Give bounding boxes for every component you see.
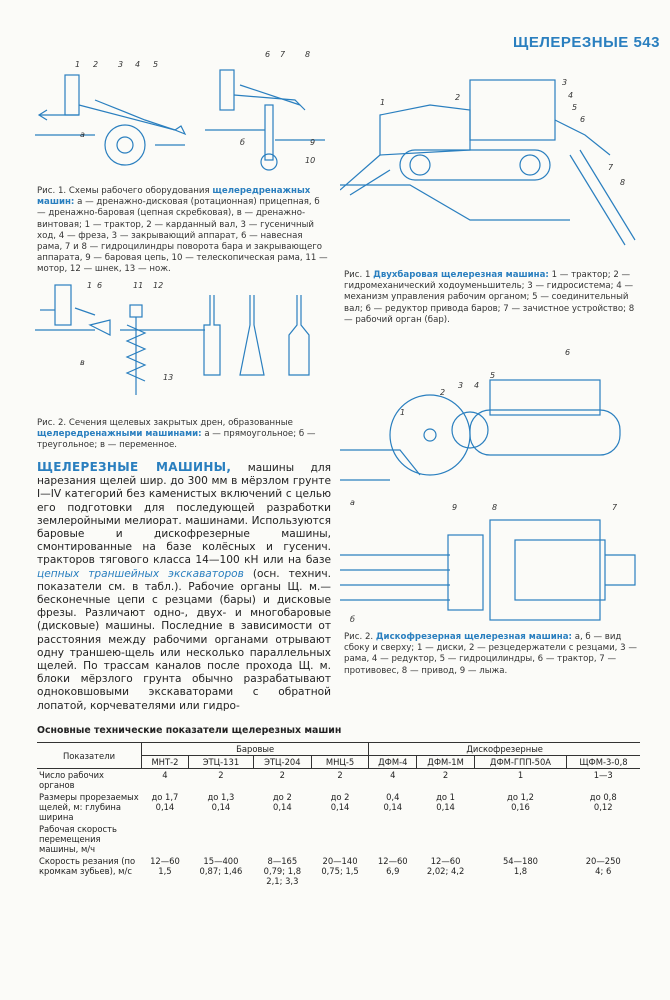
table-title: Основные технические показатели щелерезных машин bbox=[37, 725, 342, 736]
model-header: ЩФМ-3-0,8 bbox=[566, 756, 640, 769]
fig1r-num-1: 1 bbox=[380, 98, 386, 107]
fig1c-num-6: 6 bbox=[97, 281, 103, 290]
fig2r-num-8: 8 bbox=[492, 503, 498, 512]
fig1-right-caption-hi: Двухбаровая щелерезная машина: bbox=[373, 270, 549, 280]
cell: до 2 0,14 bbox=[330, 792, 350, 812]
cell: 1—3 bbox=[593, 770, 613, 780]
cell: 4 bbox=[162, 770, 168, 780]
table-row bbox=[37, 769, 640, 792]
fig1c-num-12: 12 bbox=[153, 281, 164, 290]
row-label: Размеры прорезаемых щелей, м: глубина ширина bbox=[39, 792, 139, 822]
cell: 1 bbox=[517, 770, 524, 780]
model-header: ДФМ-ГПП-50А bbox=[474, 756, 566, 769]
fig1a-num-4: 4 bbox=[135, 60, 141, 69]
cell: 12—60 6,9 bbox=[377, 856, 408, 876]
cell: 12—60 2,02; 4,2 bbox=[426, 856, 465, 876]
fig1-left-caption bbox=[37, 186, 330, 276]
model-header: ЭТЦ-204 bbox=[253, 756, 311, 769]
article-text-2: (осн. технич. показатели см. в табл.). Рабочие органы Щ. м.— бесконечные цепи с резцами (бары) и дисковые фрезы. Различают одно-, двух- и многобаровые (дисковые) машины. Последние в зависимости от расстояния между рабочими органами отрывают одну траншею-щель или несколько параллельных щелей. По трассам каналов после прохода Щ. м. блоки мёрзлого грунта обычно разрабатывают одноковшовыми экскаваторами с обратной лопатой, корчевателями или гидро- bbox=[37, 567, 331, 712]
fig2r-num-4: 4 bbox=[474, 381, 480, 390]
cell: 4 bbox=[390, 770, 396, 780]
fig2r-num-5: 5 bbox=[490, 371, 496, 380]
fig1-left-caption-prefix: Рис. 1. Схемы рабочего оборудования bbox=[37, 186, 210, 196]
cell bbox=[311, 823, 369, 855]
fig1r-num-8: 8 bbox=[620, 178, 626, 187]
cell: 2 bbox=[218, 770, 224, 780]
fig1-right-caption-rest: 1 — трактор; 2 — гидромеханический ходоуменьшитель; 3 — гидросистема; 4 — механизм управления рабочим органом; 5 — соединительный вал; 6 — редуктор привода баров; 7 — зачистное устройство; 8 — рабочий орган (бар). bbox=[344, 270, 635, 325]
fig1-right-caption-prefix: Рис. 1 bbox=[344, 270, 371, 280]
fig1r-num-6: 6 bbox=[580, 115, 586, 124]
cell: 15—400 0,87; 1,46 bbox=[199, 856, 243, 876]
fig2-right-drawing bbox=[340, 340, 640, 625]
fig1c-num-1: 1 bbox=[87, 281, 93, 290]
fig1-label-a: а bbox=[80, 130, 85, 139]
fig2-right-caption-rest: а, б — вид сбоку и сверху; 1 — диски, 2 — резцедержатели с резцами, 3 — рама, 4 — редуктор, 5 — гидроцилиндры, 6 — трактор, 7 — противовес, 8 — привод, 9 — лыжа. bbox=[344, 632, 637, 676]
fig2r-num-3: 3 bbox=[458, 381, 464, 390]
fig2r-num-1: 1 bbox=[400, 408, 406, 417]
fig1b-num-7: 7 bbox=[280, 50, 286, 59]
fig1r-num-7: 7 bbox=[608, 163, 614, 172]
tech-table bbox=[37, 742, 640, 887]
group-disc: Дискофрезерные bbox=[369, 743, 640, 756]
fig1b-num-9: 9 bbox=[310, 138, 316, 147]
fig2r-label-b: б bbox=[350, 615, 355, 624]
fig1a-num-3: 3 bbox=[118, 60, 124, 69]
cell bbox=[417, 823, 475, 855]
fig2-right-caption-hi: Дискофрезерная щелерезная машина: bbox=[375, 632, 572, 642]
fig1-left-caption-rest: а — дренажно-дисковая (ротационная) прицепная, б — дренажно-баровая (цепная скребковая), в — дренажно-винтовая; 1 — трактор, 2 — карданный вал, 3 — гусеничный ход, 4 — фреза, 3 — закрывающий аппарат, 6 — навесная рама, 7 и 8 — гидроцилиндры поворота бара и закрывающего аппарата, 9 — баровая цепь, 10 — телескопическая рама, 11 — мотор, 12 — шнек, 13 — нож. bbox=[37, 197, 328, 275]
cell bbox=[369, 823, 417, 855]
fig1b-num-10: 10 bbox=[305, 156, 316, 165]
cell: 20—140 0,75; 1,5 bbox=[321, 856, 359, 876]
fig2r-num-9: 9 bbox=[452, 503, 458, 512]
fig1-left-drawing bbox=[35, 45, 335, 180]
group-bar: Баровые bbox=[142, 743, 369, 756]
fig1-right-caption bbox=[344, 270, 638, 326]
fig1r-num-2: 2 bbox=[455, 93, 461, 102]
cell: до 1,7 0,14 bbox=[151, 792, 179, 812]
fig1-label-b: б bbox=[240, 138, 245, 147]
model-header: МНЦ-5 bbox=[311, 756, 369, 769]
cell: 2 bbox=[337, 770, 343, 780]
model-header: МНТ-2 bbox=[142, 756, 189, 769]
fig2-left-caption bbox=[37, 418, 330, 452]
fig2-right-caption bbox=[344, 632, 638, 677]
article-text-1: машины для нарезания щелей шир. до 300 мм в мёрзлом грунте I—IV категорий без каменистых включений с целью его подготовки для последующей разработки землеройными мелиорат. машинами. Используются баровые и дискофрезерные машины, смонтированные на базе колёсных и гусенич. тракторов тягового класса 14—100 кН или на базе bbox=[37, 462, 331, 567]
cell: до 1,2 0,16 bbox=[507, 792, 534, 812]
fig1b-num-6: 6 bbox=[265, 50, 271, 59]
fig1a-num-5: 5 bbox=[153, 60, 159, 69]
cell: до 0,8 0,12 bbox=[589, 792, 617, 812]
fig1-label-c: в bbox=[80, 358, 85, 367]
fig2-left-caption-hi: щелередренажными машинами: bbox=[37, 429, 202, 440]
cell: 2 bbox=[442, 770, 449, 780]
fig2-right-caption-prefix: Рис. 2. bbox=[344, 632, 374, 642]
fig2r-num-6: 6 bbox=[565, 348, 571, 357]
cell: 12—60 1,5 bbox=[150, 856, 180, 876]
fig1b-num-8: 8 bbox=[305, 50, 311, 59]
param-header: Показатели bbox=[37, 743, 142, 769]
cell bbox=[474, 823, 566, 855]
fig2r-num-7: 7 bbox=[612, 503, 618, 512]
page-header: ЩЕЛЕРЕЗНЫЕ 543 bbox=[513, 34, 660, 51]
row-label: Число рабочих органов bbox=[39, 770, 105, 790]
model-header: ДФМ-1М bbox=[417, 756, 475, 769]
table-row bbox=[37, 791, 640, 823]
cell: 0,4 0,14 bbox=[383, 792, 403, 812]
fig1r-num-3: 3 bbox=[562, 78, 568, 87]
fig2-left-caption-prefix: Рис. 2. Сечения щелевых закрытых дрен, образованные bbox=[37, 418, 293, 428]
cell: до 2 0,14 bbox=[272, 792, 292, 812]
cell: 8—165 0,79; 1,8 2,1; 3,3 bbox=[263, 856, 302, 886]
cell: 2 bbox=[279, 770, 286, 780]
fig1-left-caption-hi: щелередренажных машин: bbox=[37, 186, 311, 208]
fig1r-num-5: 5 bbox=[572, 103, 578, 112]
fig1c-num-13: 13 bbox=[163, 373, 174, 382]
table-row bbox=[37, 855, 640, 887]
article-crossref[interactable]: цепных траншейных экскаваторов bbox=[37, 567, 244, 580]
table-row bbox=[37, 823, 640, 855]
row-label: Скорость резания (по кромкам зубьев), м/с bbox=[39, 856, 136, 876]
article-body bbox=[37, 461, 331, 713]
fig1a-num-1: 1 bbox=[75, 60, 81, 69]
cell bbox=[253, 823, 311, 855]
cell: до 1 0,14 bbox=[436, 792, 456, 812]
fig2-left-caption-rest: а — прямоугольное; б — треугольное; в — переменное. bbox=[37, 429, 316, 451]
row-label: Рабочая скорость перемещения машины, м/ч bbox=[39, 824, 117, 854]
cell bbox=[188, 823, 253, 855]
fig1a-num-2: 2 bbox=[93, 60, 99, 69]
fig1-right-drawing bbox=[340, 60, 640, 265]
cell: 54—180 1,8 bbox=[502, 856, 538, 876]
fig1c-fig2-drawing bbox=[35, 280, 335, 410]
cell bbox=[142, 823, 189, 855]
fig1c-num-11: 11 bbox=[133, 281, 144, 290]
model-header: ЭТЦ-131 bbox=[188, 756, 253, 769]
model-header: ДФМ-4 bbox=[369, 756, 417, 769]
fig2r-label-a: а bbox=[350, 498, 355, 507]
article-headword: ЩЕЛЕРЕЗНЫЕ МАШИНЫ, bbox=[37, 460, 232, 474]
fig1r-num-4: 4 bbox=[568, 91, 574, 100]
fig2r-num-2: 2 bbox=[440, 388, 446, 397]
cell: до 1,3 0,14 bbox=[207, 792, 235, 812]
cell bbox=[566, 823, 640, 855]
cell: 20—250 4; 6 bbox=[585, 856, 621, 876]
